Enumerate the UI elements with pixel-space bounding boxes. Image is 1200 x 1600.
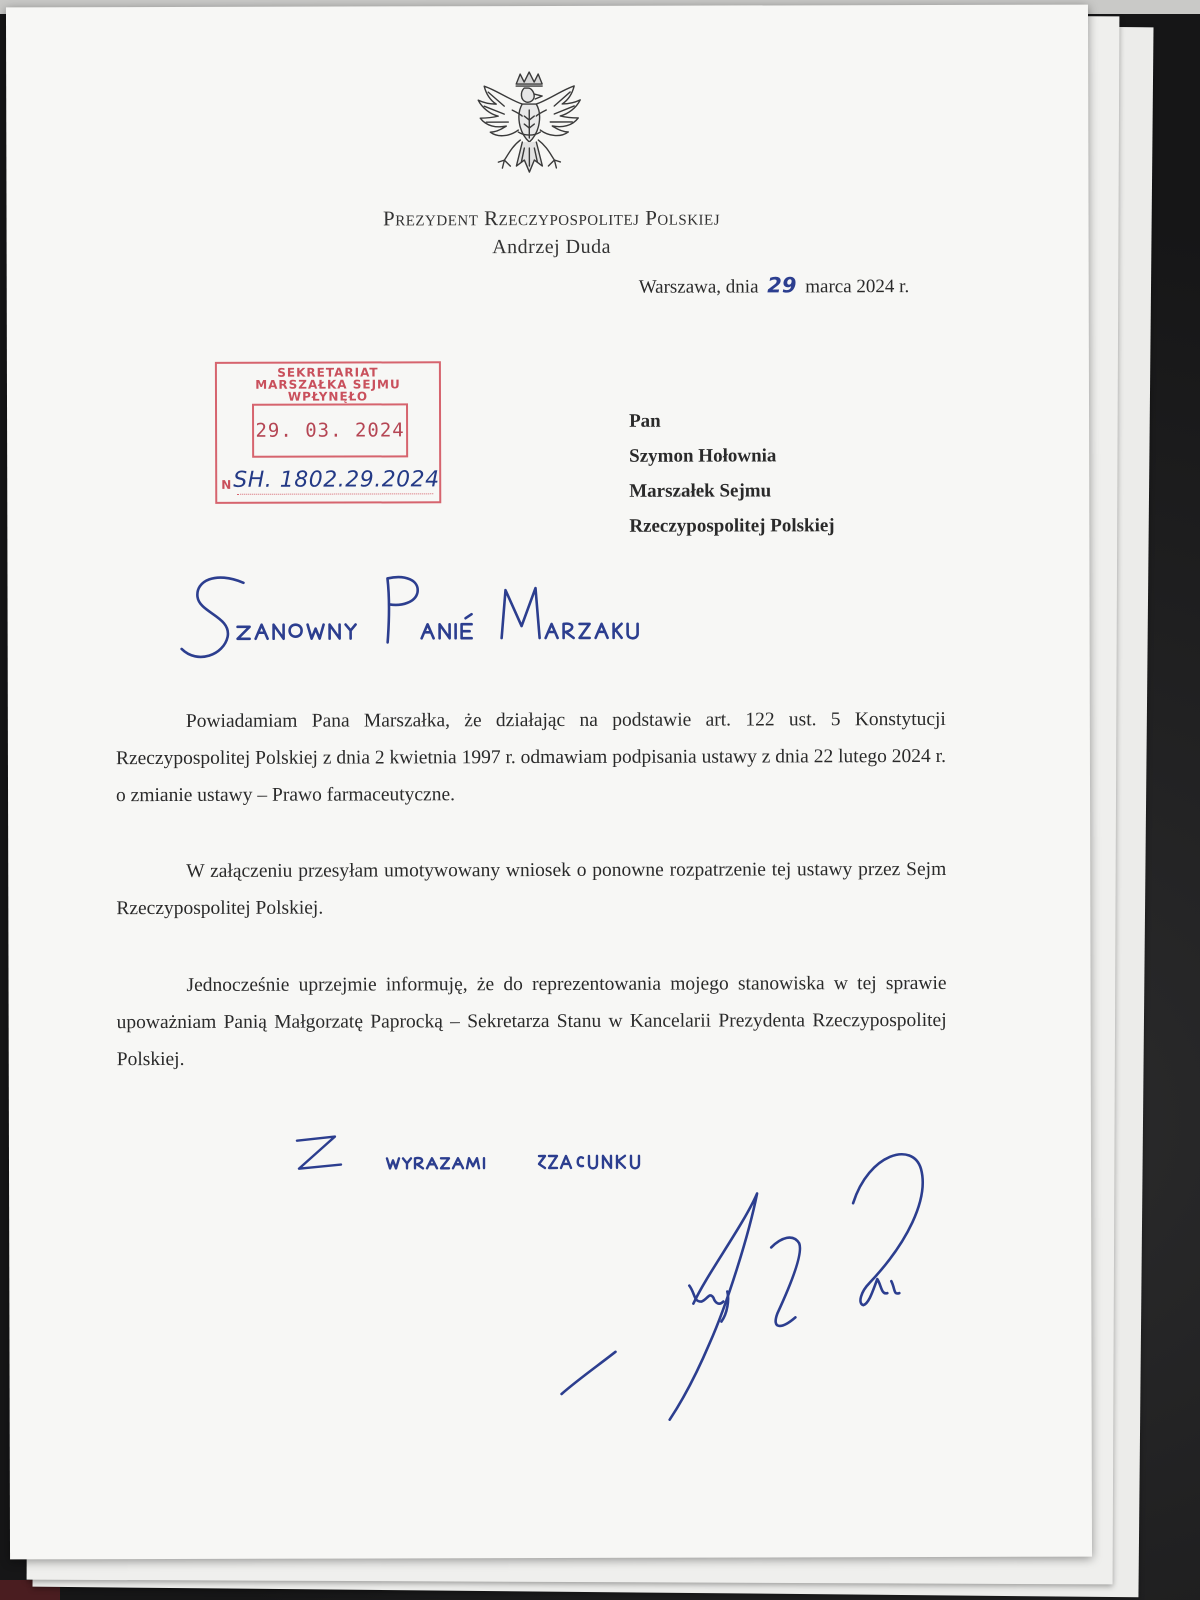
president-title: Prezydent Rzeczypospolitej Polskiej — [382, 205, 721, 231]
body-paragraph — [116, 701, 946, 814]
date-prefix: Warszawa, dnia — [638, 276, 759, 298]
received-stamp — [215, 361, 441, 504]
stamp-date-box — [252, 403, 408, 457]
president-name: Andrzej Duda — [492, 235, 611, 259]
polish-eagle-icon — [474, 70, 584, 190]
stamp-line: SEKRETARIAT — [277, 365, 379, 380]
letter-date — [639, 273, 910, 299]
handwritten-signature — [557, 1133, 958, 1434]
stamp-line: MARSZAŁKA SEJMU — [255, 377, 401, 392]
paragraph-text: Powiadamiam Pana Marszałka, że działając na podstawie art. 122 ust. 5 Konstytucji Rzeczypospolitej Polskiej z dnia 2 kwietnia 1997 r. odmawiam podpisania ustawy z dnia 22 lutego 2024 r. o zmianie ustawy – Prawo farmaceutyczne. — [115, 708, 946, 807]
handwritten-day: 29 — [767, 273, 797, 298]
recipient-line: Rzeczypospolitej Polskiej — [629, 515, 835, 537]
paragraph-text: Jednocześnie uprzejmie informuję, że do reprezentowania mojego stanowiska w tej sprawie upoważniam Panią Małgorzatę Paprocką – Sekretarza Stanu w Kancelarii Prezydenta Rzeczypospolitej Polskiej. — [116, 972, 947, 1071]
recipient-line: Marszałek Sejmu — [629, 480, 772, 502]
stamp-reference-number: SH. 1802.29.2024 — [233, 467, 440, 493]
body-paragraph — [116, 965, 946, 1078]
paragraph-text: W załączeniu przesyłam umotywowany wniosek o ponowne rozpatrzenie tej ustawy przez Sejm Rzeczypospolitej Polskiej. — [116, 858, 947, 920]
handwritten-salutation — [175, 566, 675, 677]
date-suffix: marca 2024 r. — [805, 276, 910, 298]
stamp-received-date: 29. 03. 2024 — [255, 419, 405, 442]
body-paragraph — [116, 851, 946, 927]
stamp-line: WPŁYNĘŁO — [287, 389, 369, 404]
stamp-number-prefix: N — [221, 477, 232, 492]
letter-page — [6, 5, 1092, 1560]
recipient-line: Szymon Hołownia — [629, 445, 777, 467]
stamp-dotted-line — [237, 493, 433, 495]
recipient-line: Pan — [629, 410, 661, 432]
recipient-block — [629, 403, 835, 544]
